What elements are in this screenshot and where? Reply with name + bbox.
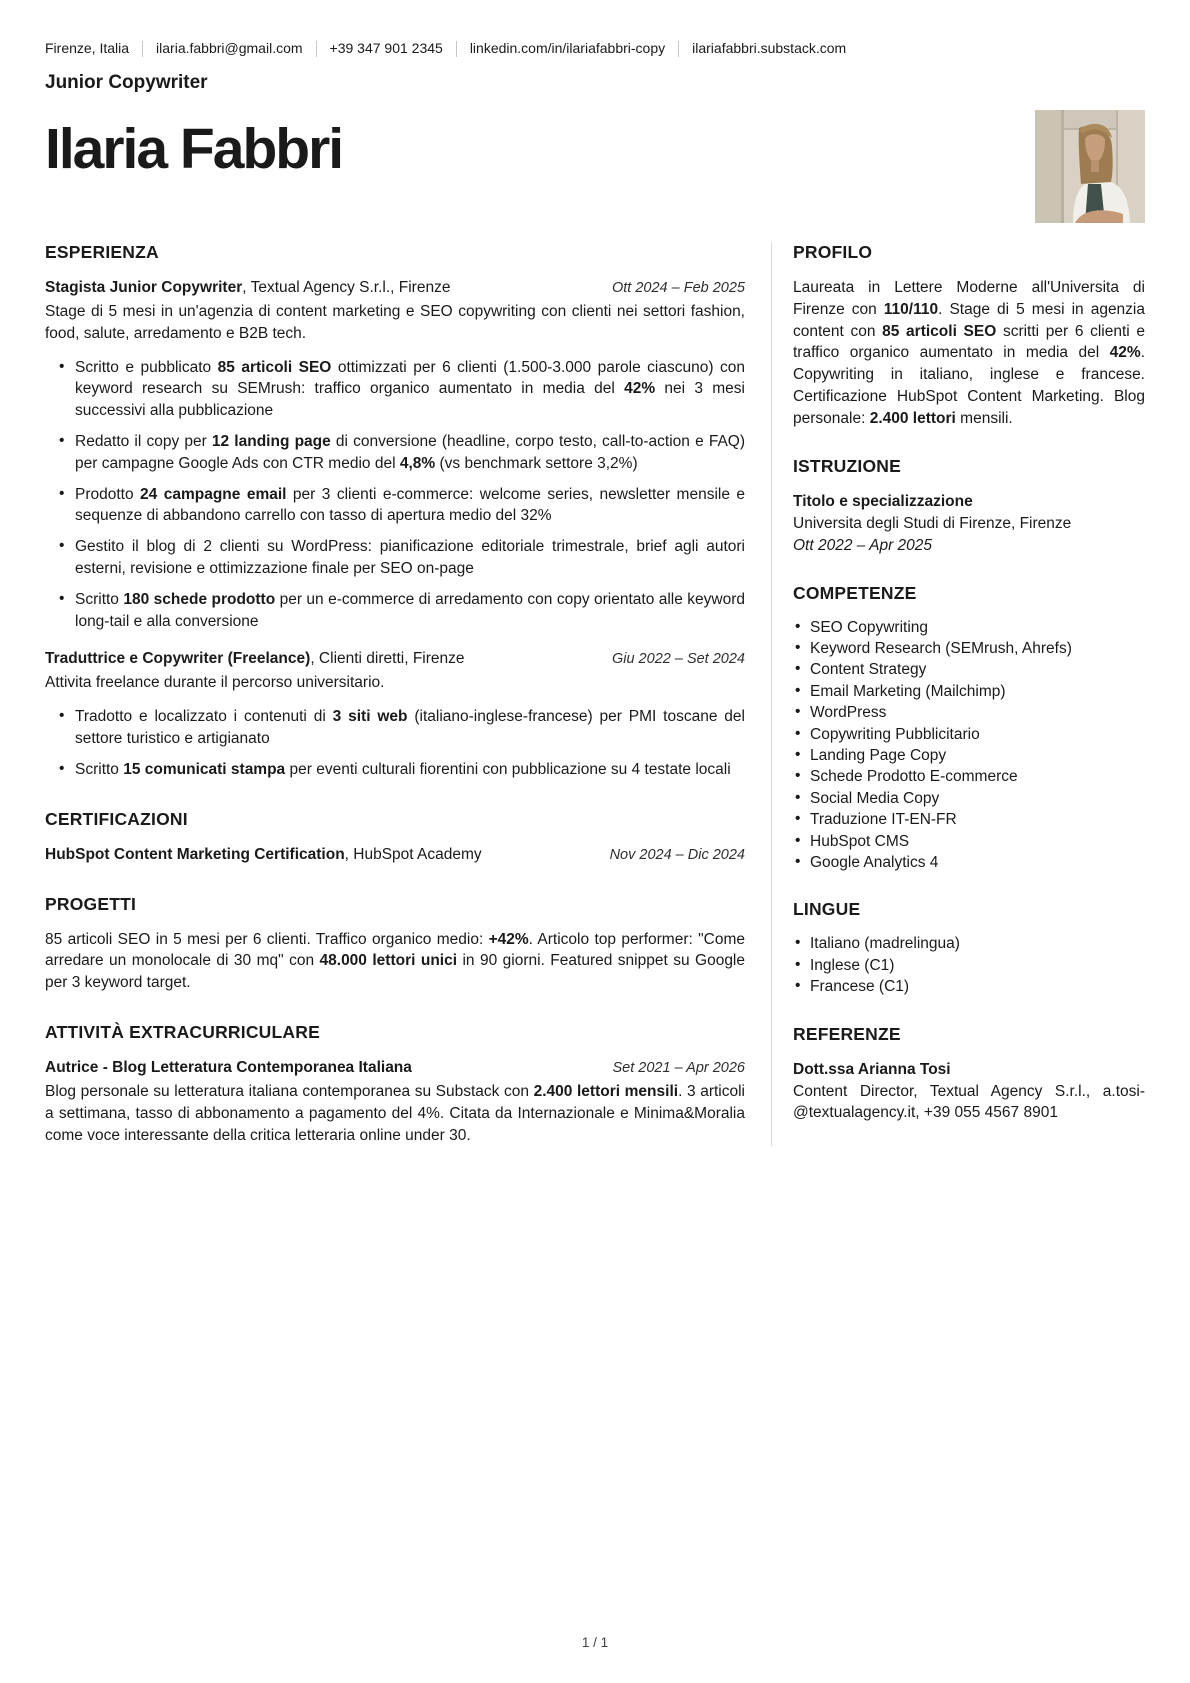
extracurricular-entry (45, 1057, 745, 1079)
entry-header (45, 648, 745, 670)
certifications-title: CERTIFICAZIONI (45, 808, 188, 829)
skill-item: • Email Marketing (Mailchimp) (793, 682, 1145, 702)
section-extracurricular (45, 1022, 745, 1146)
bullet-item: • Tradotto e localizzato i contenuti di 3 siti web (italiano-inglese-francese) per PMI toscane del settore turistico e artigianato (45, 706, 745, 750)
education-title: ISTRUZIONE (793, 455, 901, 476)
separator (456, 41, 457, 57)
skill-item: • HubSpot CMS (793, 832, 1145, 852)
skills-title: COMPETENZE (793, 582, 917, 603)
experience-entry (45, 648, 745, 780)
experience-title: ESPERIENZA (45, 242, 159, 262)
contact-website[interactable]: ilariafabbri.substack.com (692, 40, 847, 56)
bullet-item: • Scritto 180 schede prodotto per un e-commerce di arredamento con copy orientato alle keyword long-tail e alla conversione (45, 589, 745, 633)
section-profile (793, 242, 1145, 430)
bullet-item: • Scritto e pubblicato 85 articoli SEO ottimizzati per 6 clienti (1.500-3.000 parole ciascuno) con keyword research su SEMrush: traffico organico aumentato in media del 42% nei 3 mesi successivi alla pubblicazione (45, 357, 745, 422)
skill-item: • SEO Copywriting (793, 618, 1145, 638)
job-date: Ott 2024 – Feb 2025 (611, 280, 745, 296)
certification-entry (45, 844, 745, 866)
certification-title-line (45, 844, 592, 866)
extracurricular-paragraph: Blog personale su letteratura italiana contemporanea su Substack con 2.400 lettori mensili. 3 articoli a settimana, tasso di abbonamento a pagamento del 4%. Citata da Internazionale e Minima&Moralia come voce interessante della critica letteraria online under 30. (45, 1082, 745, 1144)
reference-name: Dott.ssa Arianna Tosi (793, 1060, 951, 1078)
separator (678, 41, 679, 57)
section-education (793, 456, 1145, 557)
skill-item: • Keyword Research (SEMrush, Ahrefs) (793, 639, 1145, 659)
certification-name: HubSpot Content Marketing Certification (45, 845, 345, 863)
skill-item: • Traduzione IT-EN-FR (793, 810, 1145, 830)
skill-item: • WordPress (793, 703, 1145, 723)
job-title-line (45, 648, 594, 670)
separator (142, 41, 143, 57)
page-number: 1 / 1 (581, 1635, 609, 1650)
section-languages (793, 899, 1145, 997)
bullet-item: • Redatto il copy per 12 landing page di conversione (headline, corpo testo, call-to-action e FAQ) per campagne Google Ads con CTR medio del 4,8% (vs benchmark settore 3,2%) (45, 431, 745, 475)
bullet-item: • Gestito il blog di 2 clienti su WordPress: pianificazione editoriale trimestrale, brief agli autori esterni, revisione e ottimizzazione finale per SEO on-page (45, 536, 745, 580)
language-item: • Francese (C1) (793, 977, 1145, 997)
reference-details: Content Director, Textual Agency S.r.l., a.tosi-@textualagency.it, +39 055 4567 8901 (793, 1082, 1145, 1122)
job-bullet-list (45, 357, 745, 633)
content-columns (45, 242, 1145, 1146)
job-role: Traduttrice e Copywriter (Freelance) (45, 650, 311, 668)
projects-paragraph: 85 articoli SEO in 5 mesi per 6 clienti. Traffico organico medio: +42%. Articolo top performer: "Come arredare un monolocale di 30 mq" con 48.000 lettori unici in 90 giorni. Featured snippet su Google per 3 keyword target. (45, 930, 745, 992)
section-skills (793, 583, 1145, 874)
skill-item: • Google Analytics 4 (793, 853, 1145, 873)
languages-list (793, 934, 1145, 997)
job-meta: , Textual Agency S.r.l., Firenze (242, 279, 451, 296)
section-experience (45, 242, 745, 781)
contact-phone: +39 347 901 2345 (329, 40, 443, 56)
job-role: Stagista Junior Copywriter (45, 279, 243, 296)
section-references (793, 1024, 1145, 1125)
section-projects (45, 894, 745, 994)
job-bullet-list (45, 706, 745, 780)
job-title-line (45, 277, 594, 299)
contact-email[interactable]: ilaria.fabbri@gmail.com (156, 40, 303, 56)
experience-entry (45, 277, 745, 632)
extracurricular-title: ATTIVITÀ EXTRACURRICULARE (45, 1021, 320, 1042)
contact-bar (45, 40, 1145, 57)
skill-item: • Social Media Copy (793, 789, 1145, 809)
extracurricular-date: Set 2021 – Apr 2026 (612, 1059, 745, 1076)
job-meta: , Clienti diretti, Firenze (310, 650, 465, 668)
skill-item: • Landing Page Copy (793, 746, 1145, 766)
projects-title: PROGETTI (45, 893, 137, 914)
job-summary: Attivita freelance durante il percorso universitario. (45, 674, 385, 692)
sidebar-column (771, 242, 1145, 1146)
references-title: REFERENZE (793, 1023, 901, 1044)
profile-title: PROFILO (793, 242, 873, 262)
language-item: • Inglese (C1) (793, 956, 1145, 976)
education-date: Ott 2022 – Apr 2025 (793, 536, 933, 554)
skill-item: • Copywriting Pubblicitario (793, 725, 1145, 745)
header-role: Junior Copywriter (45, 72, 208, 93)
education-school: Universita degli Studi di Firenze, Firenze (793, 514, 1072, 532)
certification-meta: , HubSpot Academy (344, 845, 482, 863)
skills-list (793, 618, 1145, 874)
skill-item: • Content Strategy (793, 660, 1145, 680)
main-column (45, 242, 745, 1146)
profile-paragraph: Laureata in Lettere Moderne all'Universita di Firenze con 110/110. Stage di 5 mesi in agenzia content con 85 articoli SEO scritti per 6 clienti e traffico organico aumentato in media del 42%. Copywriting in italiano, inglese e francese. Certificazione HubSpot Content Marketing. Blog personale: 2.400 lettori mensili. (793, 279, 1145, 427)
portrait-illustration (1035, 110, 1145, 223)
contact-location: Firenze, Italia (45, 40, 130, 56)
extracurricular-role: Autrice - Blog Letteratura Contemporanea Italiana (45, 1058, 412, 1076)
job-summary: Stage di 5 mesi in un'agenzia di content marketing e SEO copywriting con clienti nei settori fashion, food, salute, arredamento e B2B tech. (45, 303, 745, 342)
separator (316, 41, 317, 57)
languages-title: LINGUE (793, 899, 861, 920)
education-degree: Titolo e specializzazione (793, 492, 973, 510)
bullet-item: • Prodotto 24 campagne email per 3 clienti e-commerce: welcome series, newsletter mensile e sequenze di abbandono carrello con tasso di apertura medio del 32% (45, 484, 745, 528)
contact-linkedin[interactable]: linkedin.com/in/ilariafabbri-copy (469, 40, 666, 56)
section-certifications (45, 809, 745, 866)
certification-date: Nov 2024 – Dic 2024 (609, 846, 745, 863)
candidate-name: Ilaria Fabbri (45, 117, 343, 181)
job-date: Giu 2022 – Set 2024 (611, 651, 745, 668)
bullet-item: • Scritto 15 comunicati stampa per eventi culturali fiorentini con pubblicazione su 4 testate locali (45, 759, 745, 781)
language-item: • Italiano (madrelingua) (793, 934, 1145, 954)
entry-header (45, 277, 745, 299)
profile-photo (1035, 110, 1145, 223)
skill-item: • Schede Prodotto E-commerce (793, 767, 1145, 787)
